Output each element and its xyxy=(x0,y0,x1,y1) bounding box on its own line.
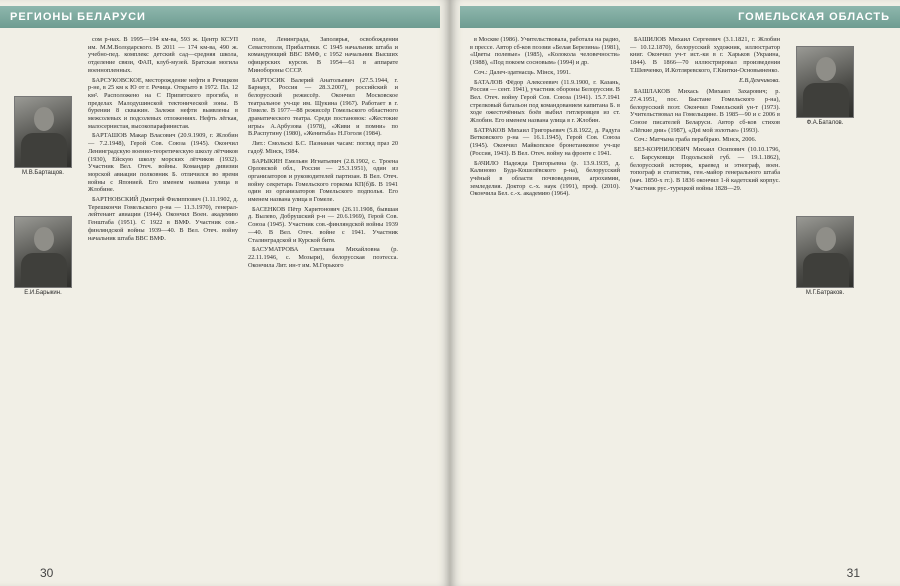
right-text-column-1 xyxy=(470,36,620,571)
article-paragraph: БАСУМАТРОВА Светлана Михайловна (р. 22.11.1946, с. Мозыри), белорусская поэтесса. Окончила Лит. ин-т им. М.Горького xyxy=(248,246,398,269)
right-photo-column xyxy=(790,36,860,571)
left-header-title: РЕГИОНЫ БЕЛАРУСИ xyxy=(10,11,146,23)
article-paragraph: БАЧИЛО Надежда Григорьевна (р. 13.9.1935, д. Калиново Буда-Кошелёвского р-на), белорусский учёный в области почвоведения, агрохимии, земледелия. Доктор с.-х. наук (1991), проф. (2010). Окончила Бел. с.-х. академию (1964). xyxy=(470,159,620,198)
right-columns xyxy=(470,36,860,571)
portrait-photo xyxy=(14,96,72,168)
right-text-column-2 xyxy=(630,36,780,571)
photo-caption: Е.И.Барыкин. xyxy=(24,290,62,296)
right-page xyxy=(450,0,900,586)
article-paragraph: БАРТОСИК Валерий Анатольевич (27.5.1944, г. Барнаул, Россия — 28.3.2007), российский и белорусский режиссёр. Окончил Московское театральное уч-ще им. Щукина (1967). Работает в г. Гомеле. В 1977—88 режиссёр Гомельского областного драматического театра. Среди постановок: «Жестокие игры» А.Арбузова (1978), «Живи и помни» по В.Распутину (1980), «Женитьба» Н.Гоголя (1984). xyxy=(248,76,398,138)
article-paragraph: БАТРАКОВ Михаил Григорьевич (5.8.1922, д. Радуга Ветковского р-на — 16.1.1945), Герой Сов. Союза (1945). Окончил Майкопское бронетанковое уч-ще (Россия, 1943). В Вел. Отеч. войну на фронте с 1941. xyxy=(470,126,620,157)
left-photo-column xyxy=(8,36,78,571)
article-paragraph: поле, Ленинграда, Заполярья, освобождения Севастополя, Прибалтики. С 1945 начальник штаба и командующий ВВС ВМФ, с 1952 начальник Высших офицерских курсов. В 1954—61 в аппарате Минобороны СССР. xyxy=(248,36,398,74)
bibliography-note: Соч.: Матчына граба перабіраю. Мінск, 2006. xyxy=(634,136,757,144)
article-paragraph: БАРТНОВСКИЙ Дмитрий Филиппович (1.11.1902, д. Терешкончи Гомельского р-на — 11.3.1970), генерал-лейтенант авиации (1944). Окончил Воен. академию Генштаба (1951). С 1922 в ВМФ. Участник сов.-финляндской войны 1939—40. В Вел. Отеч. войну начальник штаба ВВС ВМФ. xyxy=(88,196,238,242)
photo-caption: Ф.А.Баталов. xyxy=(806,120,844,126)
portrait-photo xyxy=(14,216,72,288)
left-columns xyxy=(8,36,398,571)
article-paragraph: в Москве (1986). Учительствовала, работала на радио, в прессе. Автор сб-ков поэзии «Белая Березина» (1981), «Цветы полевые» (1985), «Колокола человечности» (1988), «Под покоем сосновым» (1994) и др. xyxy=(470,36,620,67)
photo-caption: М.Г.Батраков. xyxy=(805,290,845,296)
bibliography-note: Соч.: Далеч-здатнасць. Мінск, 1991. xyxy=(474,68,571,76)
right-header-title: ГОМЕЛЬСКАЯ ОБЛАСТЬ xyxy=(738,11,890,23)
bibliography-note: Лит.: Смольскі Б.С. Пазнаная часам: погляд праз 20 гадоў. Мінск, 1984. xyxy=(248,140,398,155)
portrait-photo xyxy=(796,46,854,118)
right-header-band xyxy=(460,6,900,28)
article-paragraph: БАШИЛОВ Михаил Сергеевич (3.1.1821, г. Жлобин — 10.12.1870), белорусский художник, иллюстратор книг. Окончил уч-т ист.-ки в г. Харьков (Украина, 1844). В 1866—70 иллюстрировал произведения Т.Шевченко, И.Котляревского, Г.Квитки-Основьяненко. xyxy=(630,36,780,74)
article-paragraph: сом р-нах. В 1995—194 км-ва, 593 ж. Центр КСУП им. М.М.Володарского. В 2011 — 174 км-ва, 490 ж. учебно-пед. комплекс детский сад—средняя школа, отделение связи, ФАП, клуб-музей. Братская могила военнопленных. xyxy=(88,36,238,74)
left-text-column-1 xyxy=(88,36,238,571)
left-header-band xyxy=(0,6,440,28)
article-paragraph: БАТАЛОВ Фёдор Алексеевич (11.9.1900, г. Казань, Россия — сент. 1941), участник обороны Белоруссии. В Вел. Отеч. войну Герой Сов. Союза (1941). 15.7.1941 стрелковый батальон под командованием капитана Б. в ходе ожесточённых боёв выбил гитлеровцев из ст. Жлобин. Его именем названа улица в г. Жлобин. xyxy=(470,78,620,125)
article-paragraph: БАРТАШОВ Макар Власович (20.9.1909, г. Жлобин — 7.2.1948), Герой Сов. Союза (1945). Окончил Ленинградскую военно-теоретическую школу лётчиков (1930), Ейскую школу морских лётчиков (1932). Участник Вел. Отеч. войны. Командир дивизии морской авиации полковник Б. отличился во время войны с Японией. Его именем названа улица в Жлобине. xyxy=(88,132,238,194)
portrait-photo xyxy=(796,216,854,288)
right-page-number: 31 xyxy=(846,566,860,580)
article-paragraph: БАРЫКИН Емельян Игнатьевич (2.8.1902, с. Троена Орловской обл., Россия — 25.3.1951), один из организаторов и руководителей партизан. В Вел. Отеч. войну секретарь Гомельского горкома КП(б)Б. В 1941 один из организаторов Гомельского подполья. Его именем названа улица в Гомеле. xyxy=(248,157,398,204)
article-paragraph: БАРСУКОВСКОЕ, месторождение нефти в Речицком р-не, в 25 км к Ю от г. Речица. Открыто в 1972. Пл. 12 км². Расположено на С Припятского прогиба, в пределах Малодушинской тектонической зоны. В бурении 8 скважин. Залежи нефти выявлены в межсолевых и подсолевых отложениях. Нефть лёгкая, малосернистая, высокопарафинистая. xyxy=(88,76,238,130)
article-author: Е.В.Демчикова. xyxy=(739,76,780,84)
article-paragraph: БАСЕНКОВ Пётр Харитонович (26.11.1908, бывшая д. Вылево, Добрушский р-н — 20.6.1969), Герой Сов. Союза (1945). Участник сов.-финляндской войны 1939—40. В Вел. Отеч. войне с 1941. Участник Сталинградской и Курской битв. xyxy=(248,205,398,244)
article-paragraph: БЕЗ-КОРНИЛОВИЧ Михаил Осипович (10.10.1796, с. Барсуковщи Подольской губ. — 19.1.1862), белорусский историк, краевед и этнограф, воен. топограф и статистик, ген.-майор генерального штаба (нач. 1850-х гг.). В 1836 окончил 1-й кадетский корпус. Участник рус.-турецкой войны 1828—29. xyxy=(630,146,780,192)
left-text-column-2 xyxy=(248,36,398,571)
article-paragraph: БАШЛАКОВ Михась (Михаил Захарович; р. 27.4.1951, пос. Быстане Гомельского р-на), белорусский поэт. Окончил Гомельский ун-т (1973). Учительствовал на Гомельщине. В 1985—90 и с 2006 в Союзе писателей Беларуси. Автор сб-ков стихов «Лёгкие дни» (1987), «Дні мой золотые» (1993). xyxy=(630,88,780,134)
photo-caption: М.В.Бартащов. xyxy=(22,170,64,176)
left-page-number: 30 xyxy=(40,566,54,580)
